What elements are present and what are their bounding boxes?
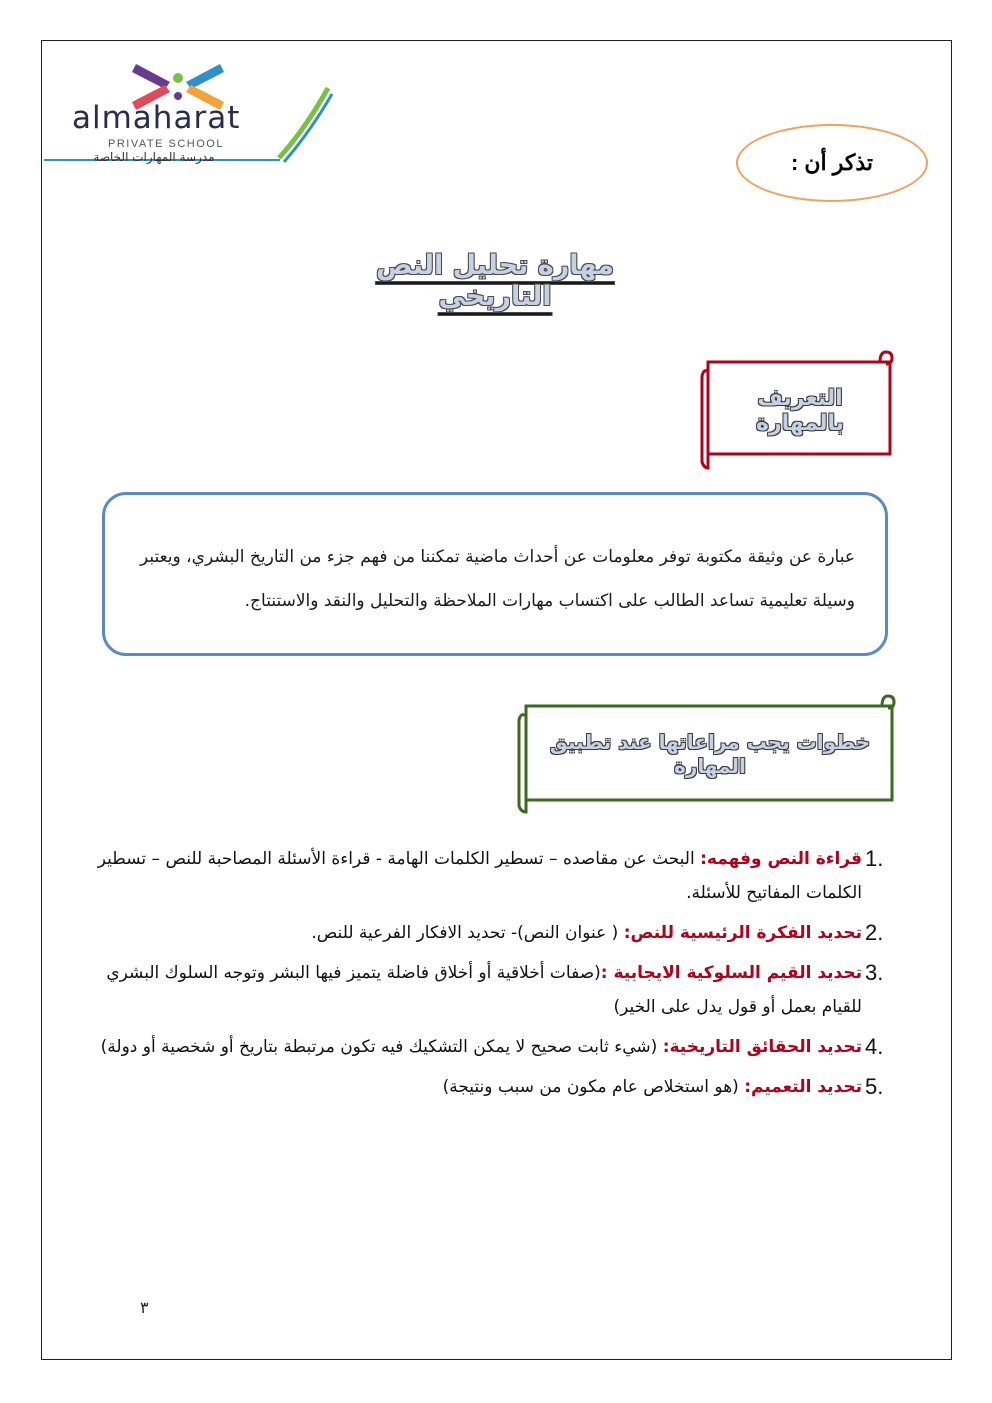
step-title: تحديد التعميم: bbox=[744, 1077, 862, 1097]
step-title: قراءة النص وفهمه: bbox=[700, 849, 862, 869]
steps-banner bbox=[512, 694, 896, 819]
step-number: 4. bbox=[865, 1034, 884, 1059]
page-number: ٣ bbox=[140, 1298, 149, 1317]
step-title: تحديد القيم السلوكية الايجابية : bbox=[600, 963, 862, 983]
definition-banner bbox=[696, 350, 896, 475]
step-number: 1. bbox=[865, 846, 884, 871]
list-item bbox=[80, 916, 895, 950]
step-body: (شيء ثابت صحيح لا يمكن التشكيك فيه تكون مرتبطة بتاريخ أو شخصية أو دولة) bbox=[100, 1037, 663, 1057]
definition-banner-label: التعريف بالمهارة bbox=[756, 386, 844, 436]
logo-wordmark: almaharat bbox=[72, 100, 241, 136]
logo-arabic-name: مدرسة المهارات الخاصة bbox=[93, 150, 215, 164]
school-logo bbox=[44, 58, 334, 178]
definition-box bbox=[102, 492, 888, 656]
list-item bbox=[80, 842, 895, 910]
remember-label: تذكر أن : bbox=[790, 150, 874, 175]
step-body: البحث عن مقاصده – تسطير الكلمات الهامة - قراءة الأسئلة المصاحبة للنص – تسطير الكلمات المفاتيح للأسئلة. bbox=[97, 849, 862, 903]
step-title: تحديد الفكرة الرئيسية للنص: bbox=[623, 923, 862, 943]
step-body: (هو استخلاص عام مكون من سبب ونتيجة) bbox=[442, 1077, 745, 1097]
step-number: 2. bbox=[865, 920, 884, 945]
step-number: 5. bbox=[865, 1074, 884, 1099]
step-body: ( عنوان النص)- تحديد الافكار الفرعية للنص. bbox=[311, 923, 624, 943]
step-body: (صفات أخلاقية أو أخلاق فاضلة يتميز فيها البشر وتوجه السلوك البشري للقيام بعمل أو قول يدل على الخير) bbox=[106, 963, 862, 1017]
page-title: مهارة تحليل النص التاريخي bbox=[376, 250, 614, 312]
step-title: تحديد الحقائق التاريخية: bbox=[662, 1037, 862, 1057]
list-item bbox=[80, 1070, 895, 1104]
list-item bbox=[80, 1030, 895, 1064]
step-number: 3. bbox=[865, 960, 884, 985]
definition-text: عبارة عن وثيقة مكتوبة توفر معلومات عن أحداث ماضية تمكننا من فهم جزء من التاريخ البشري، ويعتبر وسيلة تعليمية تساعد الطالب على اكتساب مهارات الملاحظة والتحليل والنقد والاستنتاج. bbox=[139, 547, 855, 611]
remember-oval bbox=[736, 124, 928, 202]
steps-list bbox=[80, 842, 895, 1110]
steps-banner-label: خطوات يجب مراعاتها عند تطبيق المهارة bbox=[549, 730, 871, 778]
list-item bbox=[80, 956, 895, 1024]
logo-subtitle: PRIVATE SCHOOL bbox=[108, 138, 224, 150]
